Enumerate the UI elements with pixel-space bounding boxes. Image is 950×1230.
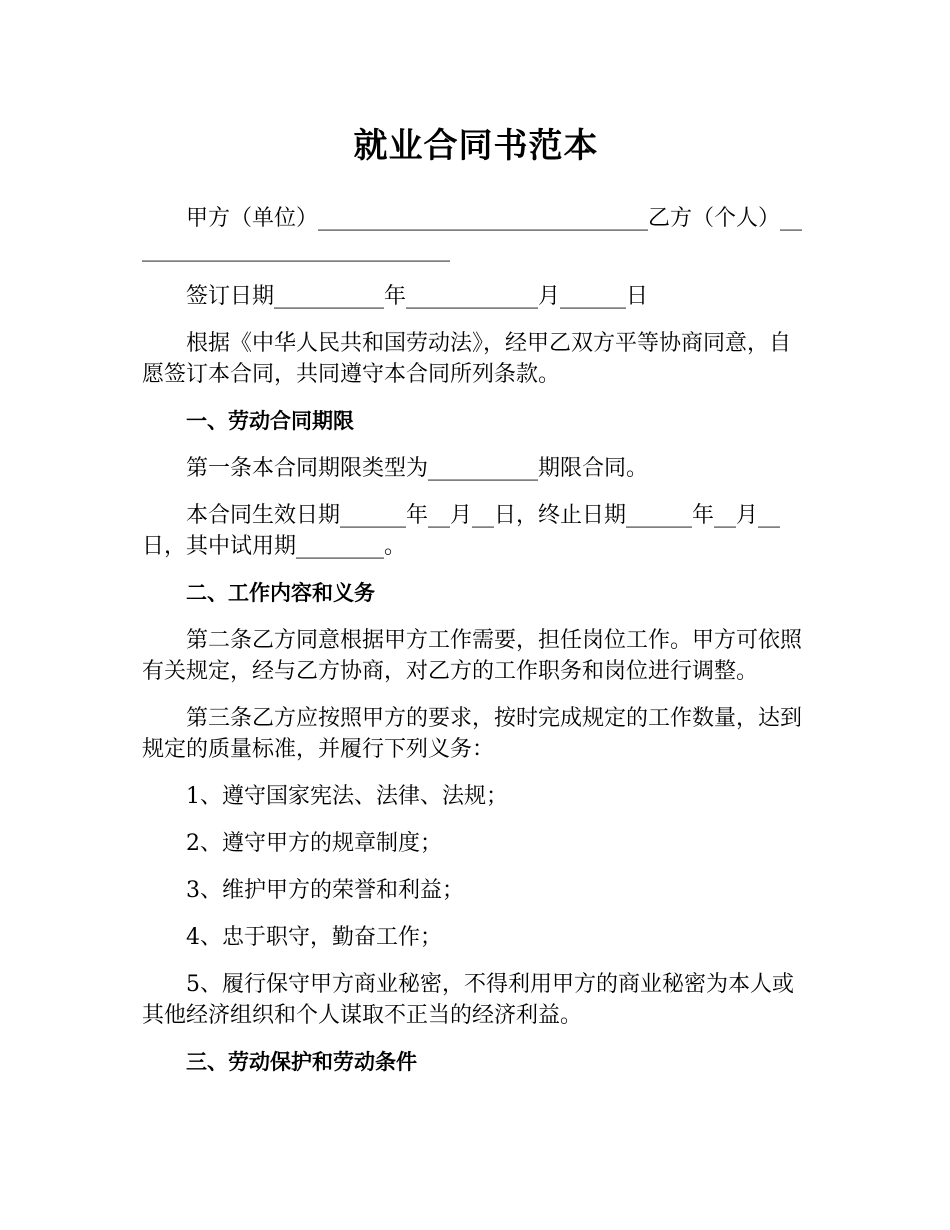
duty-list-item: 1、遵守国家宪法、法律、法规；: [186, 784, 508, 809]
article-1-paragraph: 第一条本合同期限类型为__________期限合同。: [186, 456, 649, 481]
preamble-paragraph: 根据《中华人民共和国劳动法》，经甲乙双方平等协商同意，自愿签订本合同，共同遵守本合同所列条款。: [142, 331, 792, 387]
article-3-paragraph: 第三条乙方应按照甲方的要求，按时完成规定的工作数量，达到规定的质量标准，并履行下列义务：: [142, 706, 803, 762]
section-heading-term: 一、劳动合同期限: [186, 409, 354, 433]
duty-list-item: 4、忠于职守，勤奋工作；: [186, 925, 442, 950]
effective-date-paragraph: 本合同生效日期______年__月__日，终止日期______年__月__日，其中试用期________。: [142, 503, 781, 559]
section-heading-duties: 二、工作内容和义务: [186, 581, 375, 605]
section-heading-protection: 三、劳动保护和劳动条件: [186, 1050, 417, 1074]
document-body: [142, 203, 810, 1094]
document-title: 就业合同书范本: [353, 126, 599, 166]
article-2-paragraph: 第二条乙方同意根据甲方工作需要，担任岗位工作。甲方可依照有关规定，经与乙方协商，对乙方的工作职务和岗位进行调整。: [142, 628, 803, 684]
duty-list-item: 3、维护甲方的荣誉和利益；: [186, 878, 464, 903]
signing-date-line: 签订日期__________年____________月______日: [186, 284, 649, 309]
duty-list-item: 5、履行保守甲方商业秘密，不得利用甲方的商业秘密为本人或其他经济组织和个人谋取不正当的经济利益。: [142, 972, 794, 1028]
parties-line: 甲方（单位）______________________________乙方（个人）______________________________: [142, 206, 803, 262]
duty-list-item: 2、遵守甲方的规章制度；: [186, 831, 442, 856]
